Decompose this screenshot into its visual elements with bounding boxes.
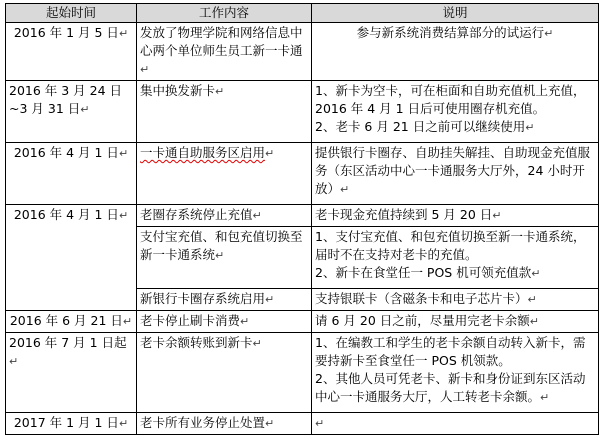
return-mark: ↵ [122,315,133,328]
return-mark: ↵ [252,337,262,350]
content-cell: 支付宝充值、和包充值切换至新一卡通系统↵ [137,227,312,289]
content-cell: 老卡所有业务停止处置↵ [137,413,312,435]
return-mark: ↵ [265,417,275,430]
note-cell [312,413,599,435]
date-cell: 2017 年 1 月 1 日↵ [6,413,137,435]
content-cell: 新银行卡圈存系统启用↵ [137,289,312,311]
return-mark: ↵ [80,103,90,116]
note-cell: 老卡现金充值持续到 5 月 20 日↵ [312,205,599,227]
return-mark: ↵ [240,315,250,328]
content-cell: 发放了物理学院和网络信息中心两个单位师生员工新一卡通↵ [137,23,312,81]
note-cell [312,81,599,143]
table-row [6,143,599,205]
header-work-content: 工作内容 [137,4,312,23]
return-mark: ↵ [265,147,275,160]
return-mark: ↵ [118,417,129,430]
date-cell: 2016 年 6 月 21 日↵ [6,311,137,333]
return-mark: ↵ [544,27,554,40]
return-mark: ↵ [527,293,537,306]
note-cell [312,333,599,413]
return-mark: ↵ [525,121,535,134]
header-row [6,4,599,23]
date-cell: 2016 年 4 月 1 日↵ [6,205,137,311]
return-mark: ↵ [315,417,325,430]
note-line: 1、在编教工和学生的老卡余额自动转入新卡，需要持新卡至食堂任一 POS 机领款。 [315,335,586,368]
return-mark: ↵ [9,355,19,368]
note-line: 2、新卡在食堂任一 POS 机可领充值款↵ [315,265,541,280]
return-mark: ↵ [118,27,129,40]
table-row [6,311,599,333]
date-cell: 2016 年 4 月 1 日↵ [6,143,137,205]
return-mark: ↵ [140,63,150,76]
note-cell [312,227,599,289]
note-cell: 提供银行卡圈存、自助挂失解挂、自助现金充值服务（东区活动中心一卡通服务大厅外，24 小时开放）↵ [312,143,599,205]
content-cell: 老圈存系统停止充值↵ [137,205,312,227]
date-cell: 2016 年 1 月 5 日↵ [6,23,137,81]
table-row [6,81,599,143]
table-row [6,413,599,435]
schedule-table [5,3,599,435]
note-line: 2、老卡 6 月 21 日之前可以继续使用↵ [315,119,535,134]
note-line: 1、新卡为空卡，可在柜面和自助充值机上充值，2016 年 4 月 1 日后可使用圈存机充值。 [315,83,586,116]
return-mark: ↵ [540,391,550,404]
table-row [6,23,599,81]
return-mark: ↵ [215,249,225,262]
return-mark: ↵ [215,85,225,98]
return-mark: ↵ [529,315,539,328]
note-cell: 参与新系统消费结算部分的试运行↵ [312,23,599,81]
return-mark: ↵ [340,183,350,196]
note-cell: 请 6 月 20 日之前，尽量用完老卡余额↵ [312,311,599,333]
note-line: 2、其他人员可凭老卡、新卡和身份证到东区活动中心一卡通服务大厅，人工转老卡余额。↵ [315,371,586,404]
content-cell: 一卡通自助服务区启用↵ [137,143,312,205]
header-description: 说明 [312,4,599,23]
note-line: 1、支付宝充值、和包充值切换至新一卡通系统，届时不在支持对老卡的充值。 [315,229,586,262]
return-mark: ↵ [531,267,541,280]
return-mark: ↵ [492,209,502,222]
content-cell: 老卡停止刷卡消费↵ [137,311,312,333]
table-row [6,205,599,227]
return-mark: ↵ [252,209,262,222]
header-start-time: 起始时间 [6,4,137,23]
content-cell: 集中换发新卡↵ [137,81,312,143]
content-cell: 老卡余额转账到新卡↵ [137,333,312,413]
date-cell: 2016 年 7 月 1 日起↵ [6,333,137,413]
date-cell: 2016 年 3 月 24 日~3 月 31 日↵ [6,81,137,143]
return-mark: ↵ [118,147,129,160]
table-row [6,333,599,413]
note-cell: 支持银联卡（含磁条卡和电子芯片卡）↵ [312,289,599,311]
return-mark: ↵ [118,209,129,222]
return-mark: ↵ [265,293,275,306]
